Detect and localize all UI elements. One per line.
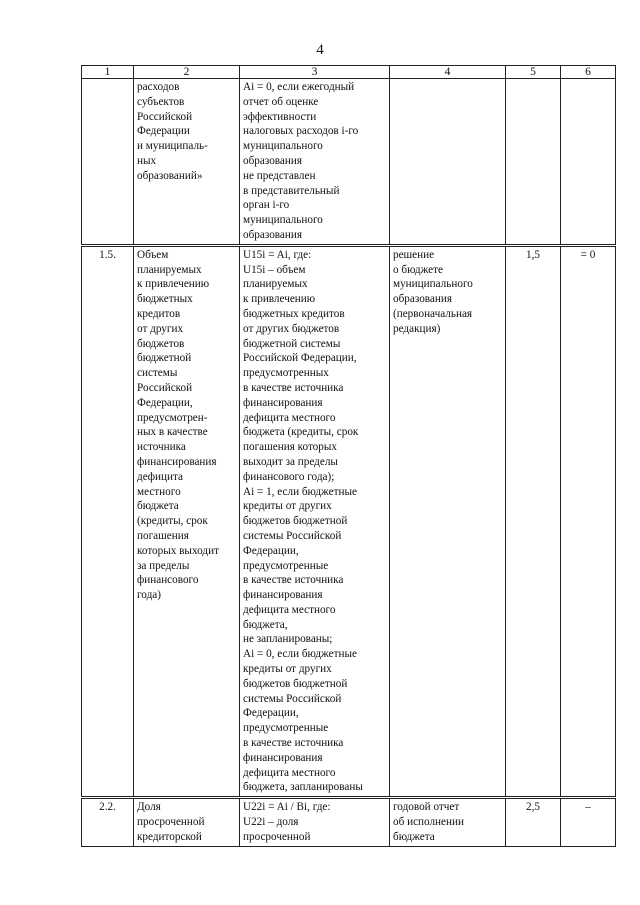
row-number: 1.5. bbox=[82, 246, 134, 796]
weight-coefficient bbox=[506, 79, 561, 245]
col-header-2: 2 bbox=[134, 66, 240, 79]
indicator-formula: U22i = Ai / Bi, где: U22i – доля просроченной bbox=[240, 799, 390, 846]
col-header-5: 5 bbox=[506, 66, 561, 79]
row-number bbox=[82, 79, 134, 245]
target-value: – bbox=[561, 799, 616, 846]
target-value bbox=[561, 79, 616, 245]
data-source bbox=[390, 79, 506, 245]
col-header-4: 4 bbox=[390, 66, 506, 79]
table-row bbox=[82, 799, 616, 846]
row-number: 2.2. bbox=[82, 799, 134, 846]
indicator-formula: Ai = 0, если ежегодный отчет об оценке эффективности налоговых расходов i-го муниципального образования не представлен в представительный орган i-го муниципального образования bbox=[240, 79, 390, 245]
indicator-formula: U15i = Ai, где: U15i – объем планируемых к привлечению бюджетных кредитов от других бюджетов бюджетной системы Российской Федерации, предусмотренных в качестве источника финансирования дефицита местного бюджета (кредиты, срок погашения которых выходит за пределы финансового года); Ai = 1, если бюджетные кредиты от других бюджетов бюджетной системы Российской Федерации, предусмотренные в качестве источника финансирования дефицита местного бюджета, не запланированы; Ai = 0, если бюджетные кредиты от других бюджетов бюджетной системы Российской Федерации, предусмотренные в качестве источника финансирования дефицита местного бюджета, запланированы bbox=[240, 246, 390, 796]
weight-coefficient: 2,5 bbox=[506, 799, 561, 846]
column-number-row bbox=[82, 66, 616, 79]
target-value: = 0 bbox=[561, 246, 616, 796]
data-source: годовой отчет об исполнении бюджета bbox=[390, 799, 506, 846]
indicator-name: Объем планируемых к привлечению бюджетных кредитов от других бюджетов бюджетной системы Российской Федерации, предусмотрен- ных в качестве источника финансирования дефицита местного бюджета (кредиты, срок погашения которых выходит за пределы финансового года) bbox=[134, 246, 240, 796]
weight-coefficient: 1,5 bbox=[506, 246, 561, 796]
table-row bbox=[82, 79, 616, 245]
indicator-name: Доля просроченной кредиторской bbox=[134, 799, 240, 846]
page-number: 4 bbox=[316, 42, 324, 58]
indicator-name: расходов субъектов Российской Федерации и муниципаль- ных образований» bbox=[134, 79, 240, 245]
col-header-6: 6 bbox=[561, 66, 616, 79]
indicators-table bbox=[81, 65, 616, 847]
col-header-1: 1 bbox=[82, 66, 134, 79]
col-header-3: 3 bbox=[240, 66, 390, 79]
table-row bbox=[82, 246, 616, 796]
data-source: решение о бюджете муниципального образования (первоначальная редакция) bbox=[390, 246, 506, 796]
